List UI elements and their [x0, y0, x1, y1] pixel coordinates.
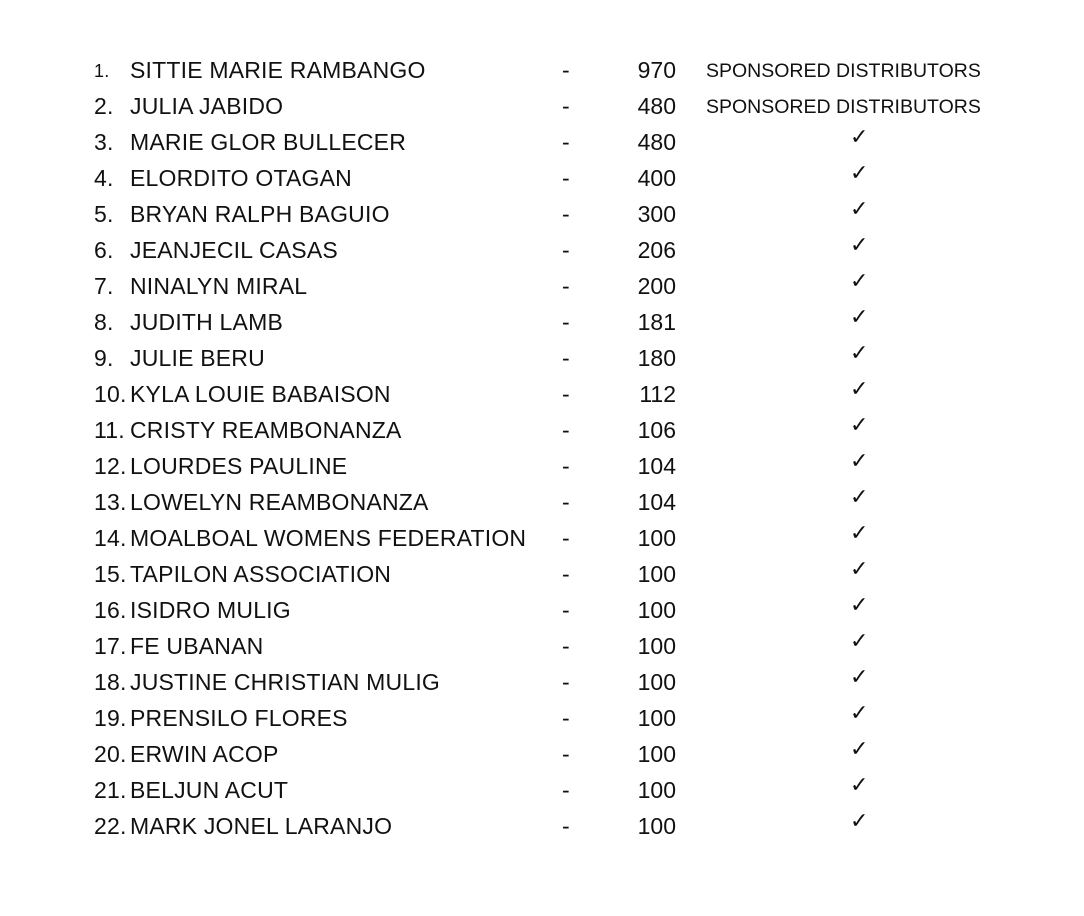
item-number: 2.	[94, 93, 114, 119]
item-name: MOALBOAL WOMENS FEDERATION	[130, 525, 527, 551]
item-quantity: 400	[637, 165, 676, 191]
item-name: MARIE GLOR BULLECER	[130, 129, 407, 155]
item-dash: -	[562, 561, 570, 587]
item-number: 10.	[94, 381, 127, 407]
item-dash: -	[562, 201, 570, 227]
item-name: NINALYN MIRAL	[130, 273, 308, 299]
item-status: SPONSORED DISTRIBUTORS	[706, 60, 981, 82]
checkmark-icon: ✓	[850, 593, 869, 618]
item-quantity: 104	[637, 489, 676, 515]
list-item	[0, 520, 1084, 556]
item-dash: -	[562, 813, 570, 839]
list-item	[0, 412, 1084, 448]
checkmark-icon: ✓	[850, 485, 869, 510]
item-quantity: 480	[637, 129, 676, 155]
checkmark-icon: ✓	[850, 665, 869, 690]
item-quantity: 104	[637, 453, 676, 479]
item-name: LOWELYN REAMBONANZA	[130, 489, 429, 515]
item-dash: -	[562, 633, 570, 659]
item-number: 4.	[94, 165, 114, 191]
item-number: 21.	[94, 777, 127, 803]
item-name: ISIDRO MULIG	[130, 597, 291, 623]
list-item	[0, 700, 1084, 736]
checkmark-icon: ✓	[850, 449, 869, 474]
item-dash: -	[562, 237, 570, 263]
list-item	[0, 88, 1084, 124]
item-dash: -	[562, 741, 570, 767]
item-name: JEANJECIL CASAS	[130, 237, 338, 263]
checkmark-icon: ✓	[850, 521, 869, 546]
checkmark-icon: ✓	[850, 233, 869, 258]
item-dash: -	[562, 489, 570, 515]
item-quantity: 180	[637, 345, 676, 371]
item-name: TAPILON ASSOCIATION	[130, 561, 392, 587]
item-number: 16.	[94, 597, 127, 623]
item-number: 5.	[94, 201, 114, 227]
list-item	[0, 484, 1084, 520]
list-item	[0, 628, 1084, 664]
checkmark-icon: ✓	[850, 557, 869, 582]
item-quantity: 200	[637, 273, 676, 299]
item-number: 1.	[94, 61, 110, 81]
item-quantity: 100	[637, 669, 676, 695]
list-item	[0, 592, 1084, 628]
list-item	[0, 556, 1084, 592]
item-number: 8.	[94, 309, 114, 335]
list-item	[0, 232, 1084, 268]
item-quantity: 100	[637, 705, 676, 731]
list-item	[0, 196, 1084, 232]
item-quantity: 206	[637, 237, 676, 263]
item-number: 12.	[94, 453, 127, 479]
checkmark-icon: ✓	[850, 413, 869, 438]
checkmark-icon: ✓	[850, 161, 869, 186]
item-name: FE UBANAN	[130, 633, 264, 659]
list-item	[0, 772, 1084, 808]
item-dash: -	[562, 597, 570, 623]
list-item	[0, 268, 1084, 304]
list-item	[0, 124, 1084, 160]
list-item	[0, 736, 1084, 772]
distributor-list	[0, 52, 1084, 844]
item-number: 19.	[94, 705, 127, 731]
item-name: MARK JONEL LARANJO	[130, 813, 393, 839]
item-number: 18.	[94, 669, 127, 695]
item-name: SITTIE MARIE RAMBANGO	[130, 57, 426, 83]
checkmark-icon: ✓	[850, 197, 869, 222]
checkmark-icon: ✓	[850, 737, 869, 762]
item-name: BRYAN RALPH BAGUIO	[130, 201, 390, 227]
item-dash: -	[562, 345, 570, 371]
item-number: 14.	[94, 525, 127, 551]
item-name: PRENSILO FLORES	[130, 705, 348, 731]
item-dash: -	[562, 705, 570, 731]
item-name: ERWIN ACOP	[130, 741, 279, 767]
list-item	[0, 52, 1084, 88]
item-number: 11.	[94, 417, 125, 443]
item-dash: -	[562, 453, 570, 479]
item-name: KYLA LOUIE BABAISON	[130, 381, 391, 407]
item-number: 20.	[94, 741, 127, 767]
item-name: JULIA JABIDO	[130, 93, 284, 119]
item-quantity: 106	[637, 417, 676, 443]
item-dash: -	[562, 777, 570, 803]
item-dash: -	[562, 417, 570, 443]
item-name: BELJUN ACUT	[130, 777, 289, 803]
item-name: LOURDES PAULINE	[130, 453, 348, 479]
item-dash: -	[562, 129, 570, 155]
list-item	[0, 340, 1084, 376]
item-quantity: 100	[637, 561, 676, 587]
item-name: JUSTINE CHRISTIAN MULIG	[130, 669, 441, 695]
item-quantity: 970	[637, 57, 676, 83]
checkmark-icon: ✓	[850, 809, 869, 834]
item-dash: -	[562, 57, 570, 83]
checkmark-icon: ✓	[850, 125, 869, 150]
item-status: SPONSORED DISTRIBUTORS	[706, 96, 981, 118]
item-number: 9.	[94, 345, 114, 371]
item-quantity: 112	[639, 381, 676, 407]
item-dash: -	[562, 381, 570, 407]
item-number: 22.	[94, 813, 127, 839]
checkmark-icon: ✓	[850, 269, 869, 294]
item-number: 15.	[94, 561, 127, 587]
item-name: JULIE BERU	[130, 345, 265, 371]
list-item	[0, 376, 1084, 412]
item-dash: -	[562, 525, 570, 551]
item-number: 3.	[94, 129, 114, 155]
item-number: 13.	[94, 489, 127, 515]
item-number: 17.	[94, 633, 127, 659]
item-quantity: 100	[637, 777, 676, 803]
checkmark-icon: ✓	[850, 701, 869, 726]
checkmark-icon: ✓	[850, 341, 869, 366]
item-quantity: 300	[637, 201, 676, 227]
checkmark-icon: ✓	[850, 773, 869, 798]
list-item	[0, 304, 1084, 340]
list-item	[0, 664, 1084, 700]
item-dash: -	[562, 93, 570, 119]
item-dash: -	[562, 669, 570, 695]
list-item	[0, 160, 1084, 196]
item-quantity: 100	[637, 597, 676, 623]
item-dash: -	[562, 273, 570, 299]
item-number: 7.	[94, 273, 114, 299]
item-name: CRISTY REAMBONANZA	[130, 417, 402, 443]
item-quantity: 100	[637, 633, 676, 659]
item-dash: -	[562, 309, 570, 335]
list-item	[0, 808, 1084, 844]
item-quantity: 100	[637, 813, 676, 839]
item-quantity: 100	[637, 525, 676, 551]
item-name: JUDITH LAMB	[130, 309, 283, 335]
list-item	[0, 448, 1084, 484]
item-number: 6.	[94, 237, 114, 263]
item-dash: -	[562, 165, 570, 191]
checkmark-icon: ✓	[850, 629, 869, 654]
checkmark-icon: ✓	[850, 305, 869, 330]
item-quantity: 100	[637, 741, 676, 767]
item-quantity: 181	[637, 309, 676, 335]
checkmark-icon: ✓	[850, 377, 869, 402]
item-quantity: 480	[637, 93, 676, 119]
item-name: ELORDITO OTAGAN	[130, 165, 352, 191]
